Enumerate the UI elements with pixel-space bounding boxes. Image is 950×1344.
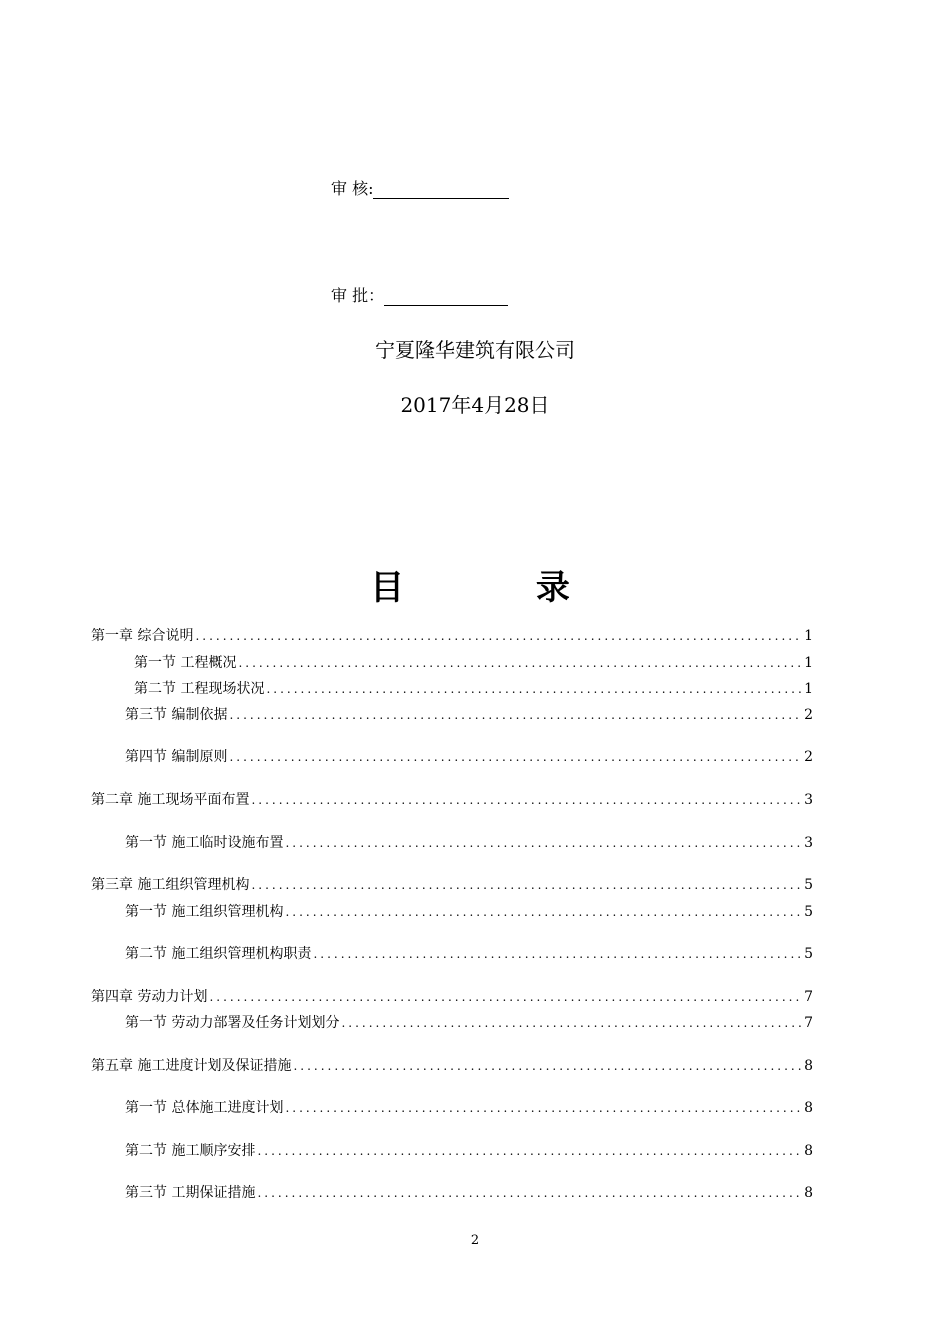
review-signature: [331, 176, 509, 199]
toc-leader-dots: [285, 1101, 802, 1115]
toc-leader-dots: [293, 1059, 802, 1073]
toc-entry-text: 第二节 工程现场状况: [134, 681, 265, 697]
toc-entry-page: 8: [804, 1185, 813, 1201]
toc-entry[interactable]: [125, 1182, 813, 1202]
toc-entry-text: 第五章 施工进度计划及保证措施: [91, 1058, 292, 1074]
toc-leader-dots: [229, 750, 802, 764]
toc-entry-page: 5: [804, 877, 813, 893]
toc-entry-text: 第一节 工程概况: [134, 655, 237, 671]
toc-leader-dots: [209, 990, 802, 1004]
page-number: 2: [470, 1233, 480, 1248]
approve-label: 审 批：: [331, 286, 385, 305]
toc-title: 目 录: [370, 568, 630, 608]
review-signature-line: [373, 182, 509, 199]
toc-entry-page: 2: [804, 707, 813, 723]
toc-entry-page: 8: [804, 1100, 813, 1116]
toc-entry-text: 第二节 施工组织管理机构职责: [125, 946, 312, 962]
toc-leader-dots: [238, 656, 802, 670]
company-name: 宁夏隆华建筑有限公司: [375, 338, 575, 362]
toc-leader-dots: [195, 629, 802, 643]
toc-entry-text: 第一节 施工组织管理机构: [125, 904, 284, 920]
toc-entry-text: 第二章 施工现场平面布置: [91, 792, 250, 808]
toc-entry[interactable]: [125, 832, 813, 852]
toc-entry[interactable]: [125, 943, 813, 963]
toc-entry-text: 第一章 综合说明: [91, 628, 194, 644]
toc-entry[interactable]: [91, 789, 813, 809]
toc-entry-page: 3: [804, 792, 813, 808]
toc-entry-text: 第四章 劳动力计划: [91, 989, 208, 1005]
toc-leader-dots: [257, 1144, 802, 1158]
toc-entry[interactable]: [91, 625, 813, 645]
toc-entry-text: 第一节 施工临时设施布置: [125, 835, 284, 851]
toc-entry[interactable]: [125, 1012, 813, 1032]
toc-entry-page: 7: [804, 1015, 813, 1031]
toc-entry-text: 第三章 施工组织管理机构: [91, 877, 250, 893]
toc-entry-page: 1: [804, 655, 813, 671]
toc-entry[interactable]: [134, 652, 813, 672]
toc-leader-dots: [285, 836, 802, 850]
toc-entry-text: 第三节 编制依据: [125, 707, 228, 723]
toc-entry[interactable]: [125, 1140, 813, 1160]
toc-leader-dots: [341, 1016, 802, 1030]
approve-signature-line: [384, 289, 508, 306]
toc-entry[interactable]: [91, 986, 813, 1006]
toc-entry[interactable]: [134, 678, 813, 698]
toc-leader-dots: [257, 1186, 802, 1200]
toc-entry-page: 1: [804, 628, 813, 644]
toc-entry[interactable]: [91, 874, 813, 894]
toc-entry-page: 3: [804, 835, 813, 851]
document-date: 2017年4月28日: [400, 393, 550, 417]
toc-entry-text: 第一节 总体施工进度计划: [125, 1100, 284, 1116]
toc-leader-dots: [266, 682, 802, 696]
toc-leader-dots: [285, 905, 802, 919]
toc-entry-text: 第二节 施工顺序安排: [125, 1143, 256, 1159]
toc-entry[interactable]: [125, 704, 813, 724]
toc-entry-page: 8: [804, 1058, 813, 1074]
toc-leader-dots: [251, 878, 802, 892]
toc-entry[interactable]: [125, 746, 813, 766]
toc-entry-page: 5: [804, 904, 813, 920]
toc-entry[interactable]: [91, 1055, 813, 1075]
toc-entry-text: 第一节 劳动力部署及任务计划划分: [125, 1015, 340, 1031]
toc-entry-page: 7: [804, 989, 813, 1005]
toc-leader-dots: [313, 947, 802, 961]
toc-leader-dots: [229, 708, 802, 722]
toc-entry-text: 第三节 工期保证措施: [125, 1185, 256, 1201]
toc-entry-page: 2: [804, 749, 813, 765]
toc-entry[interactable]: [125, 901, 813, 921]
toc-entry-text: 第四节 编制原则: [125, 749, 228, 765]
toc-entry-page: 1: [804, 681, 813, 697]
toc-entry-page: 5: [804, 946, 813, 962]
approve-signature: [331, 283, 508, 306]
review-label: 审 核:: [331, 179, 374, 198]
toc-entry[interactable]: [125, 1097, 813, 1117]
toc-entry-page: 8: [804, 1143, 813, 1159]
toc-leader-dots: [251, 793, 802, 807]
